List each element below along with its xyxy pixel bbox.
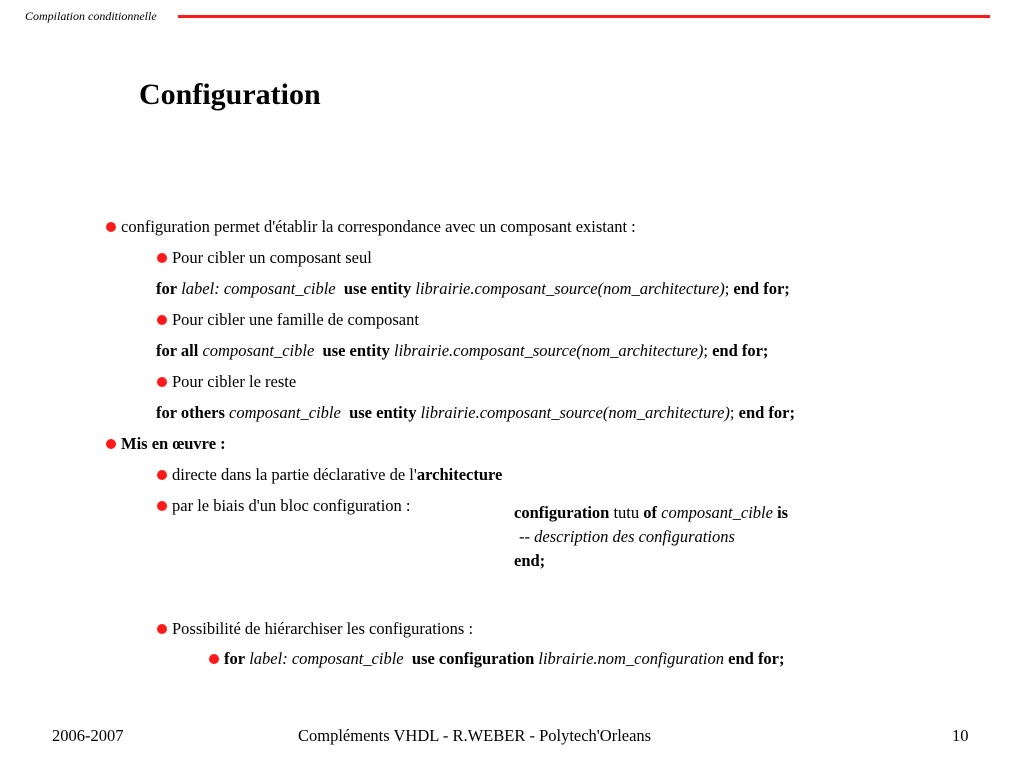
config-name: tutu	[613, 503, 640, 522]
bullet-dot-icon	[157, 624, 167, 634]
identifier: librairie.composant_source(nom_architecture)	[394, 341, 704, 360]
bullet-2-3-text: Possibilité de hiérarchiser les configurations :	[172, 619, 474, 638]
keyword: end for;	[712, 341, 769, 360]
bullet-1-2-text: Pour cibler une famille de composant	[172, 310, 419, 329]
punctuation: ;	[724, 279, 730, 298]
identifier: composant_cible	[202, 341, 315, 360]
footer-year: 2006-2007	[52, 726, 124, 745]
bullet-1	[106, 217, 636, 237]
keyword: is	[777, 503, 789, 522]
config-block-line-3	[514, 551, 545, 571]
punctuation: ;	[703, 341, 708, 360]
bullet-1-1-text: Pour cibler un composant seul	[172, 248, 372, 267]
bullet-1-3	[157, 372, 296, 392]
footer-course: Compléments VHDL - R.WEBER - Polytech'Orleans	[298, 726, 652, 745]
identifier: composant_cible	[661, 503, 773, 522]
bullet-dot-icon	[157, 253, 167, 263]
keyword: for all	[156, 341, 199, 360]
bullet-1-text: configuration permet d'établir la correspondance avec un composant existant :	[121, 217, 636, 236]
bullet-dot-icon	[157, 470, 167, 480]
code-line-3	[156, 403, 795, 423]
config-block-line-2	[519, 527, 735, 547]
identifier: label: composant_cible	[181, 279, 336, 298]
bullet-2-3-1	[209, 649, 785, 669]
identifier: composant_cible	[229, 403, 341, 422]
header-rule	[178, 15, 990, 18]
identifier: librairie.nom_configuration	[538, 649, 725, 668]
bullet-2-2-text: par le biais d'un bloc configuration :	[172, 496, 411, 515]
bullet-dot-icon	[157, 315, 167, 325]
keyword: use entity	[349, 403, 417, 422]
bullet-2	[106, 434, 226, 454]
keyword: end;	[514, 551, 546, 570]
comment-dash: --	[519, 527, 530, 546]
config-block-line-1	[514, 503, 788, 523]
bullet-2-1	[157, 465, 502, 485]
keyword: of	[643, 503, 658, 522]
section-label: Compilation conditionnelle	[25, 9, 157, 23]
page-number: 10	[952, 726, 969, 745]
bullet-dot-icon	[209, 654, 219, 664]
keyword: for	[224, 649, 246, 668]
code-line-2	[156, 341, 768, 361]
bullet-1-1	[157, 248, 372, 268]
bullet-2-2	[157, 496, 411, 516]
keyword: use configuration	[411, 649, 535, 668]
identifier: librairie.composant_source(nom_architecture)	[420, 403, 730, 422]
bullet-dot-icon	[106, 222, 116, 232]
keyword: use entity	[343, 279, 412, 298]
identifier: label: composant_cible	[249, 649, 404, 668]
keyword: for	[156, 279, 178, 298]
bullet-dot-icon	[157, 501, 167, 511]
keyword: use entity	[322, 341, 390, 360]
slide-title: Configuration	[139, 78, 321, 111]
bullet-2-1-bold: architecture	[416, 465, 503, 484]
punctuation: ;	[729, 403, 735, 422]
bullet-2-1-text: directe dans la partie déclarative de l'	[172, 465, 417, 484]
bullet-dot-icon	[106, 439, 116, 449]
bullet-2-3	[157, 619, 473, 639]
bullet-1-3-text: Pour cibler le reste	[172, 372, 297, 391]
bullet-2-text: Mis en œuvre :	[121, 434, 226, 453]
bullet-dot-icon	[157, 377, 167, 387]
bullet-1-2	[157, 310, 419, 330]
keyword: end for;	[728, 649, 785, 668]
keyword: for others	[156, 403, 225, 422]
keyword: end for;	[733, 279, 790, 298]
identifier: librairie.composant_source(nom_architecture)	[415, 279, 725, 298]
keyword: configuration	[514, 503, 610, 522]
code-line-1	[156, 279, 790, 299]
comment-text: description des configurations	[534, 527, 735, 546]
keyword: end for;	[738, 403, 795, 422]
